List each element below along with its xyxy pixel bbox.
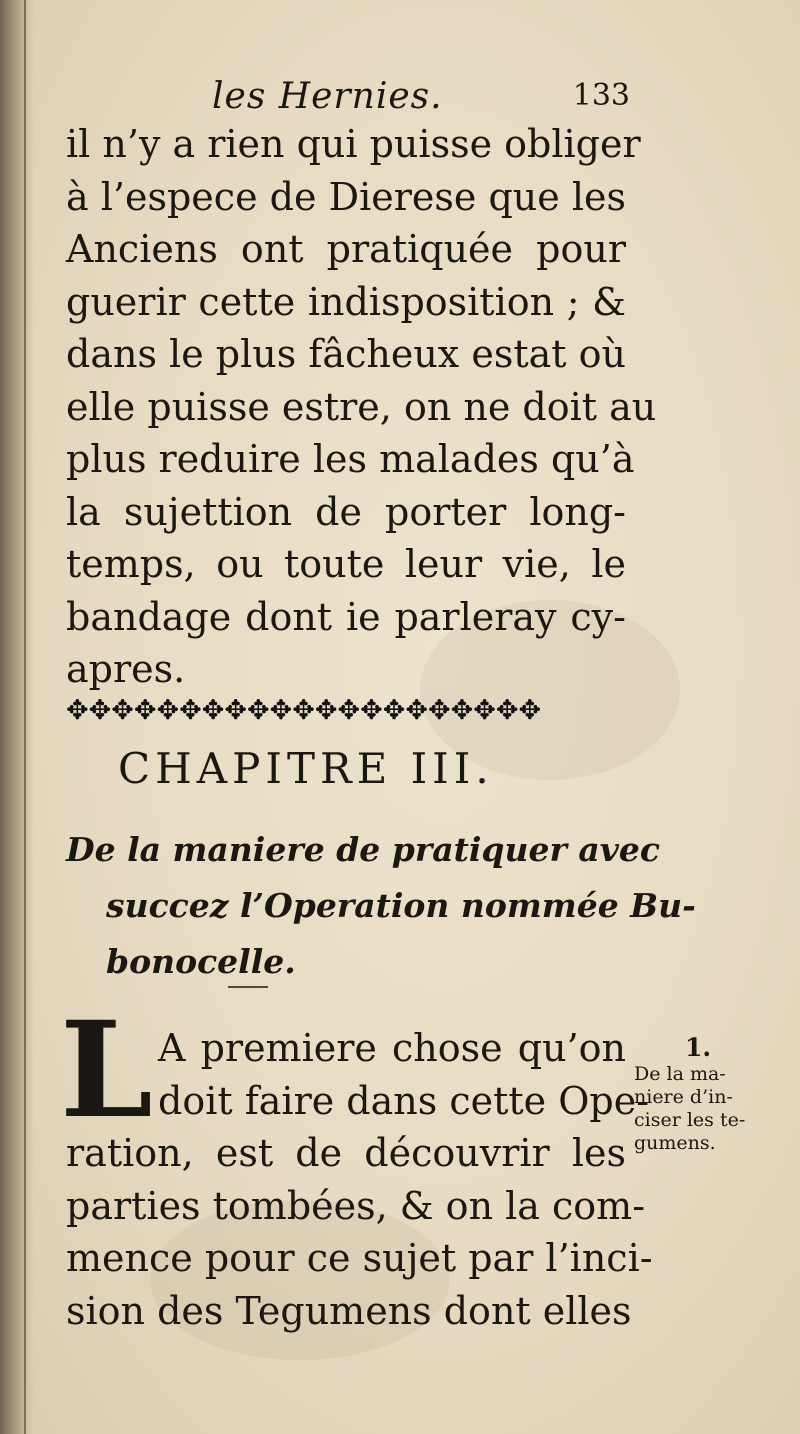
body-text	[66, 118, 657, 696]
margin-note-line: gumens.	[634, 1132, 716, 1154]
text-line: temps, ou toute leur vie, le	[66, 542, 626, 586]
section-rule	[228, 986, 268, 988]
text-line: plus reduire les malades qu’à	[66, 437, 635, 481]
chapter-paragraph	[66, 1022, 653, 1337]
text-line: il n’y a rien qui puisse obliger	[66, 122, 641, 166]
margin-note-number: 1.	[684, 1033, 712, 1062]
margin-note	[634, 1033, 762, 1155]
text-line: A premiere chose qu’on	[158, 1026, 626, 1070]
text-line: la sujettion de porter long-	[66, 489, 626, 534]
chapter-subtitle	[66, 822, 696, 990]
text-line: guerir cette indisposition ; &	[66, 279, 626, 324]
text-line: bandage dont ie parleray cy-	[66, 594, 626, 639]
text-line: elle puisse estre, on ne doit au	[66, 384, 657, 429]
subtitle-line: bonocelle.	[106, 942, 296, 981]
subtitle-line: succez l’Operation nommée Bu-	[106, 886, 696, 925]
ornamental-band: ✥✥✥✥✥✥✥✥✥✥✥✥✥✥✥✥✥✥✥✥✥	[66, 695, 542, 726]
page-binding-shadow	[0, 0, 34, 1434]
page-number: 133	[572, 78, 630, 113]
text-line: mence pour ce sujet par l’inci-	[66, 1236, 653, 1280]
chapter-heading: CHAPITRE III.	[118, 744, 494, 793]
margin-note-line: niere d’in-	[634, 1086, 733, 1108]
margin-note-line: ciser les te-	[634, 1109, 746, 1131]
text-line: dans le plus fâcheux estat où	[66, 332, 626, 376]
page-binding-edge	[24, 0, 26, 1434]
margin-note-line: De la ma-	[634, 1063, 726, 1085]
drop-cap: L	[60, 993, 153, 1148]
text-line: parties tombées, & on la com-	[66, 1183, 646, 1228]
text-line: à l’espece de Dierese que les	[66, 174, 626, 219]
text-line: ration, est de découvrir les	[66, 1131, 626, 1175]
text-line: sion des Tegumens dont elles	[66, 1288, 632, 1333]
text-line: apres.	[66, 647, 186, 691]
text-line: doit faire dans cette Ope-	[158, 1078, 650, 1123]
running-title: les Hernies.	[212, 76, 443, 117]
subtitle-line: De la maniere de pratiquer avec	[66, 830, 660, 869]
text-line: Anciens ont pratiquée pour	[66, 227, 626, 271]
